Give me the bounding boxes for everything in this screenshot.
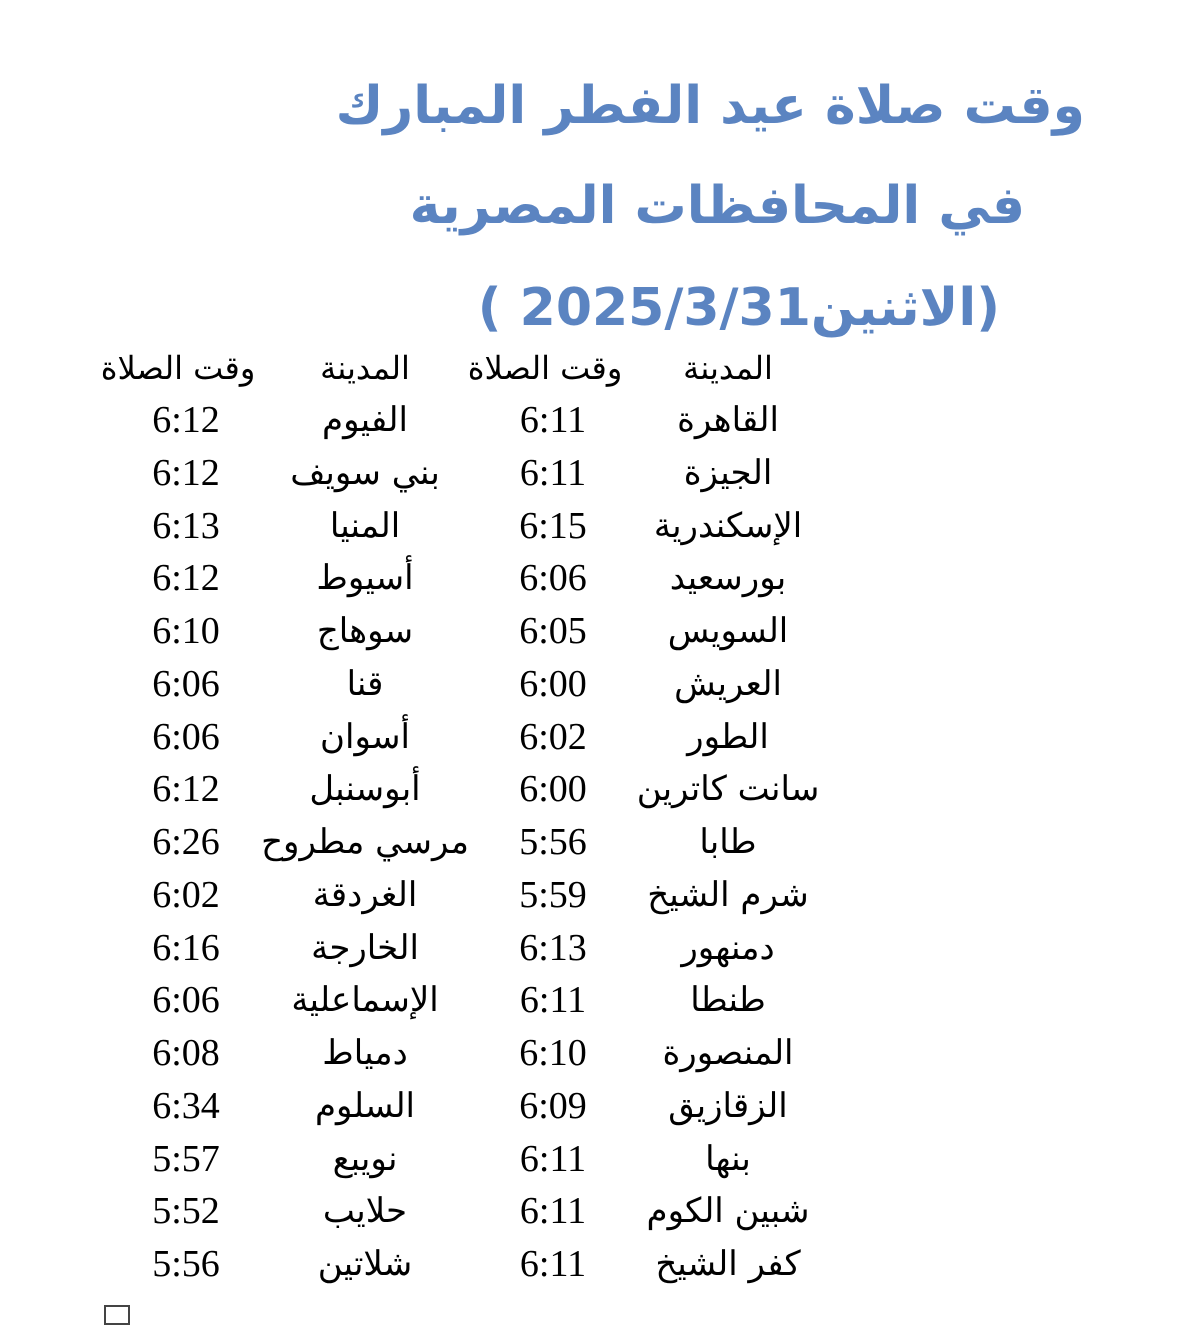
left-time-cell: 5:52 [152,1190,220,1233]
left-time-cell: 6:12 [152,768,220,811]
left-time-cell: 5:56 [152,1243,220,1285]
right-time-cell: 6:11 [519,1137,587,1180]
header-left-time: وقت الصلاة [100,349,256,387]
right-city-cell: دمنهور [681,927,775,968]
left-city-cell: قنا [346,663,384,704]
left-city-cell: المنيا [329,505,401,546]
right-city-cell: بورسعيد [669,558,787,599]
right-time-cell: 6:10 [519,1032,587,1074]
left-city-cell: أسيوط [316,558,414,599]
right-time-cell: 6:13 [519,926,587,969]
left-city-cell: أسوان [320,716,410,757]
left-city-cell: حلايب [322,1191,408,1232]
left-time-cell: 5:57 [152,1137,220,1180]
right-city-cell: السويس [667,611,789,651]
header-left-city: المدينة [320,349,410,387]
right-city-cell: القاهرة [677,400,779,440]
left-city-cell: أبوسنبل [309,769,421,810]
title-line-3: (الاثنين2025/3/31 ) [477,278,1000,338]
left-time-cell: 6:12 [152,557,220,600]
right-city-cell: طابا [699,822,757,862]
right-time-cell: 6:05 [519,610,587,652]
right-time-cell: 6:11 [519,1190,587,1233]
left-city-cell: مرسي مطروح [261,822,469,862]
right-time-cell: 6:11 [519,1243,587,1285]
right-city-cell: طنطا [690,980,766,1021]
left-city-cell: السلوم [314,1085,416,1126]
left-time-cell: 6:16 [152,926,220,969]
left-city-cell: الإسماعلية [291,980,439,1021]
right-time-cell: 6:11 [519,979,587,1022]
right-city-cell: شبين الكوم [646,1191,810,1232]
right-time-cell: 5:59 [519,873,587,916]
left-city-cell: الغردقة [312,874,418,915]
right-city-cell: الزقازيق [668,1085,788,1126]
title-line-1: وقت صلاة عيد الفطر المبارك [335,76,1085,136]
left-time-cell: 6:08 [152,1032,220,1074]
left-time-cell: 6:06 [152,979,220,1022]
right-time-cell: 6:02 [519,715,587,758]
left-time-cell: 6:34 [152,1084,220,1127]
right-city-cell: العريش [674,663,782,704]
right-city-cell: بنها [705,1138,751,1179]
left-time-cell: 6:10 [152,610,220,652]
left-time-cell: 6:26 [152,821,220,863]
left-time-cell: 6:12 [152,451,220,494]
left-time-cell: 6:06 [152,715,220,758]
left-time-cell: 6:06 [152,662,220,705]
right-city-cell: الجيزة [683,452,773,493]
left-time-cell: 6:13 [152,504,220,547]
left-city-cell: شلاتين [317,1244,413,1284]
right-city-cell: المنصورة [662,1033,794,1073]
left-time-cell: 6:02 [152,873,220,916]
right-city-cell: شرم الشيخ [647,874,809,915]
right-city-cell: كفر الشيخ [655,1244,801,1284]
title-line-2: في المحافظات المصرية [409,176,1025,236]
right-time-cell: 6:09 [519,1084,587,1127]
header-right-time: وقت الصلاة [467,349,623,387]
left-city-cell: الخارجة [311,927,419,968]
right-time-cell: 6:11 [519,451,587,494]
left-city-cell: نويبع [332,1138,398,1179]
right-time-cell: 6:00 [519,662,587,705]
right-time-cell: 5:56 [519,821,587,863]
right-city-cell: الطور [687,716,769,757]
checkbox-icon [104,1305,130,1325]
right-time-cell: 6:15 [519,504,587,547]
left-city-cell: الفيوم [322,400,408,440]
right-city-cell: سانت كاترين [636,769,820,810]
right-city-cell: الإسكندرية [653,505,803,546]
left-city-cell: بني سويف [290,452,440,493]
header-right-city: المدينة [683,349,773,387]
right-time-cell: 6:06 [519,557,587,600]
left-city-cell: سوهاج [316,611,414,651]
left-time-cell: 6:12 [152,399,220,441]
right-time-cell: 6:11 [519,399,587,441]
left-city-cell: دمياط [322,1033,408,1073]
right-time-cell: 6:00 [519,768,587,811]
